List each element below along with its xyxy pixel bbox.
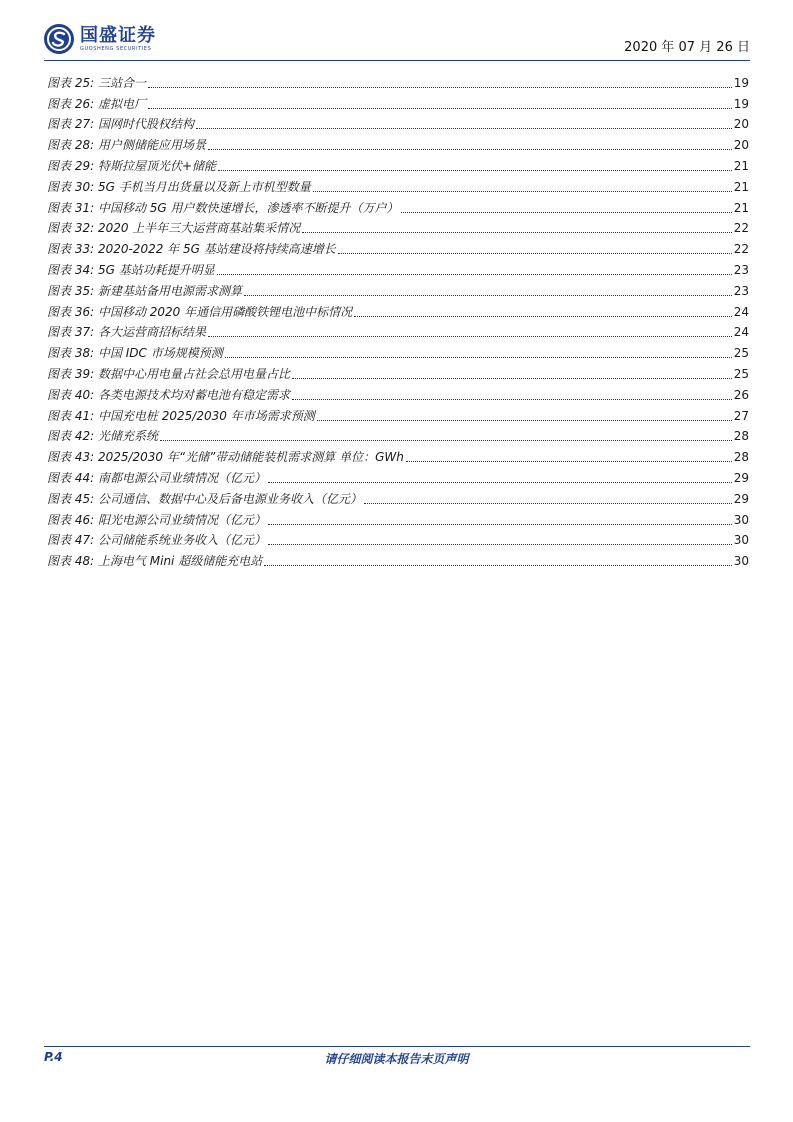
header-divider <box>44 60 750 61</box>
toc-dot-leader <box>225 357 732 358</box>
toc-entry-title: 图表 26: 虚拟电厂 <box>47 96 146 111</box>
toc-entry[interactable] <box>47 236 749 257</box>
toc-entry-title: 图表 30: 5G 手机当月出货量以及新上市机型数量 <box>47 179 311 194</box>
toc-entry-page: 24 <box>733 304 749 319</box>
toc-entry-title: 图表 40: 各类电源技术均对蓄电池有稳定需求 <box>47 387 290 402</box>
company-logo <box>44 22 156 56</box>
toc-dot-leader <box>160 440 732 441</box>
toc-entry-title: 图表 27: 国网时代股权结构 <box>47 117 194 132</box>
toc-entry-title: 图表 41: 中国充电桩 2025/2030 年市场需求预测 <box>47 408 315 423</box>
toc-entry-title: 图表 32: 2020 上半年三大运营商基站集采情况 <box>47 221 301 236</box>
toc-entry[interactable] <box>47 132 749 153</box>
toc-entry-title: 图表 35: 新建基站备用电源需求测算 <box>47 283 242 298</box>
toc-entry[interactable] <box>47 403 749 424</box>
toc-entry-title: 图表 47: 公司储能系统业务收入（亿元） <box>47 533 266 548</box>
toc-entry-page: 22 <box>733 221 749 236</box>
toc-entry-page: 26 <box>733 387 749 402</box>
toc-dot-leader <box>208 336 732 337</box>
toc-entry-title: 图表 45: 公司通信、数据中心及后备电源业务收入（亿元） <box>47 491 362 506</box>
toc-dot-leader <box>244 295 732 296</box>
toc-entry[interactable] <box>47 382 749 403</box>
logo-english-name: GUOSHENG SECURITIES <box>80 45 152 52</box>
toc-entry[interactable] <box>47 112 749 133</box>
toc-entry-title: 图表 36: 中国移动 2020 年通信用磷酸铁锂电池中标情况 <box>47 304 353 319</box>
toc-dot-leader <box>218 170 732 171</box>
toc-entry-title: 图表 31: 中国移动 5G 用户数快速增长，渗透率不断提升（万户） <box>47 200 399 215</box>
toc-entry[interactable] <box>47 70 749 91</box>
toc-entry[interactable] <box>47 424 749 445</box>
toc-entry-page: 28 <box>733 450 749 465</box>
toc-entry-page: 24 <box>733 325 749 340</box>
toc-dot-leader <box>196 128 732 129</box>
toc-entry-page: 30 <box>733 533 749 548</box>
toc-dot-leader <box>208 149 732 150</box>
toc-entry-page: 25 <box>733 366 749 381</box>
logo-text <box>80 26 156 53</box>
toc-entry-page: 28 <box>733 429 749 444</box>
page-header <box>44 20 750 58</box>
toc-entry[interactable] <box>47 174 749 195</box>
toc-entry[interactable] <box>47 216 749 237</box>
toc-entry[interactable] <box>47 507 749 528</box>
toc-entry-page: 27 <box>733 408 749 423</box>
report-date: 2020 年 07 月 26 日 <box>624 40 750 55</box>
toc-dot-leader <box>268 524 732 525</box>
figure-index-list <box>47 70 749 569</box>
toc-dot-leader <box>364 503 732 504</box>
toc-entry-title: 图表 33: 2020-2022 年 5G 基站建设将持续高速增长 <box>47 242 336 257</box>
toc-entry-page: 29 <box>733 470 749 485</box>
toc-entry[interactable] <box>47 299 749 320</box>
footer-divider <box>44 1046 750 1047</box>
toc-entry[interactable] <box>47 528 749 549</box>
toc-entry-title: 图表 34: 5G 基站功耗提升明显 <box>47 262 215 277</box>
logo-mark-icon <box>44 24 74 54</box>
toc-dot-leader <box>317 420 732 421</box>
toc-dot-leader <box>406 461 732 462</box>
toc-entry-title: 图表 46: 阳光电源公司业绩情况（亿元） <box>47 512 266 527</box>
disclaimer-note: 请仔细阅读本报告末页声明 <box>324 1052 469 1066</box>
toc-entry-page: 21 <box>733 179 749 194</box>
toc-entry-title: 图表 42: 光储充系统 <box>47 429 158 444</box>
toc-entry[interactable] <box>47 153 749 174</box>
toc-entry[interactable] <box>47 361 749 382</box>
toc-entry-page: 25 <box>733 346 749 361</box>
toc-entry-page: 29 <box>733 491 749 506</box>
toc-dot-leader <box>292 378 732 379</box>
toc-entry-page: 30 <box>733 512 749 527</box>
toc-entry[interactable] <box>47 320 749 341</box>
toc-entry-page: 19 <box>733 96 749 111</box>
toc-entry[interactable] <box>47 465 749 486</box>
toc-entry-page: 22 <box>733 242 749 257</box>
toc-entry-title: 图表 29: 特斯拉屋顶光伏+储能 <box>47 158 216 173</box>
toc-dot-leader <box>264 565 732 566</box>
toc-entry-title: 图表 25: 三站合一 <box>47 75 146 90</box>
toc-dot-leader <box>217 274 732 275</box>
toc-entry-title: 图表 38: 中国 IDC 市场规模预测 <box>47 346 223 361</box>
toc-dot-leader <box>292 399 732 400</box>
toc-dot-leader <box>148 87 732 88</box>
toc-dot-leader <box>302 232 731 233</box>
toc-entry-page: 23 <box>733 283 749 298</box>
logo-chinese-name: 国盛证券 <box>80 24 156 46</box>
toc-entry-title: 图表 37: 各大运营商招标结果 <box>47 325 206 340</box>
toc-entry[interactable] <box>47 444 749 465</box>
toc-entry[interactable] <box>47 278 749 299</box>
toc-entry[interactable] <box>47 257 749 278</box>
toc-entry-page: 30 <box>733 554 749 569</box>
toc-dot-leader <box>148 108 732 109</box>
toc-entry-page: 21 <box>733 200 749 215</box>
toc-entry-title: 图表 28: 用户侧储能应用场景 <box>47 138 206 153</box>
toc-dot-leader <box>313 191 732 192</box>
toc-entry[interactable] <box>47 91 749 112</box>
page-number: P.4 <box>44 1050 63 1064</box>
toc-entry[interactable] <box>47 548 749 569</box>
toc-dot-leader <box>338 253 732 254</box>
toc-entry-title: 图表 43: 2025/2030 年“光储”带动储能装机需求测算 单位：GWh <box>47 450 404 465</box>
toc-entry[interactable] <box>47 486 749 507</box>
toc-entry-page: 23 <box>733 262 749 277</box>
toc-entry-page: 20 <box>733 138 749 153</box>
toc-dot-leader <box>268 544 732 545</box>
toc-dot-leader <box>268 482 732 483</box>
toc-entry-page: 20 <box>733 117 749 132</box>
toc-entry[interactable] <box>47 340 749 361</box>
toc-entry-page: 19 <box>733 75 749 90</box>
toc-entry-title: 图表 44: 南都电源公司业绩情况（亿元） <box>47 470 266 485</box>
toc-entry-page: 21 <box>733 158 749 173</box>
toc-dot-leader <box>401 212 732 213</box>
toc-entry-title: 图表 39: 数据中心用电量占社会总用电量占比 <box>47 366 290 381</box>
toc-dot-leader <box>354 316 732 317</box>
toc-entry[interactable] <box>47 195 749 216</box>
toc-entry-title: 图表 48: 上海电气 Mini 超级储能充电站 <box>47 554 263 569</box>
